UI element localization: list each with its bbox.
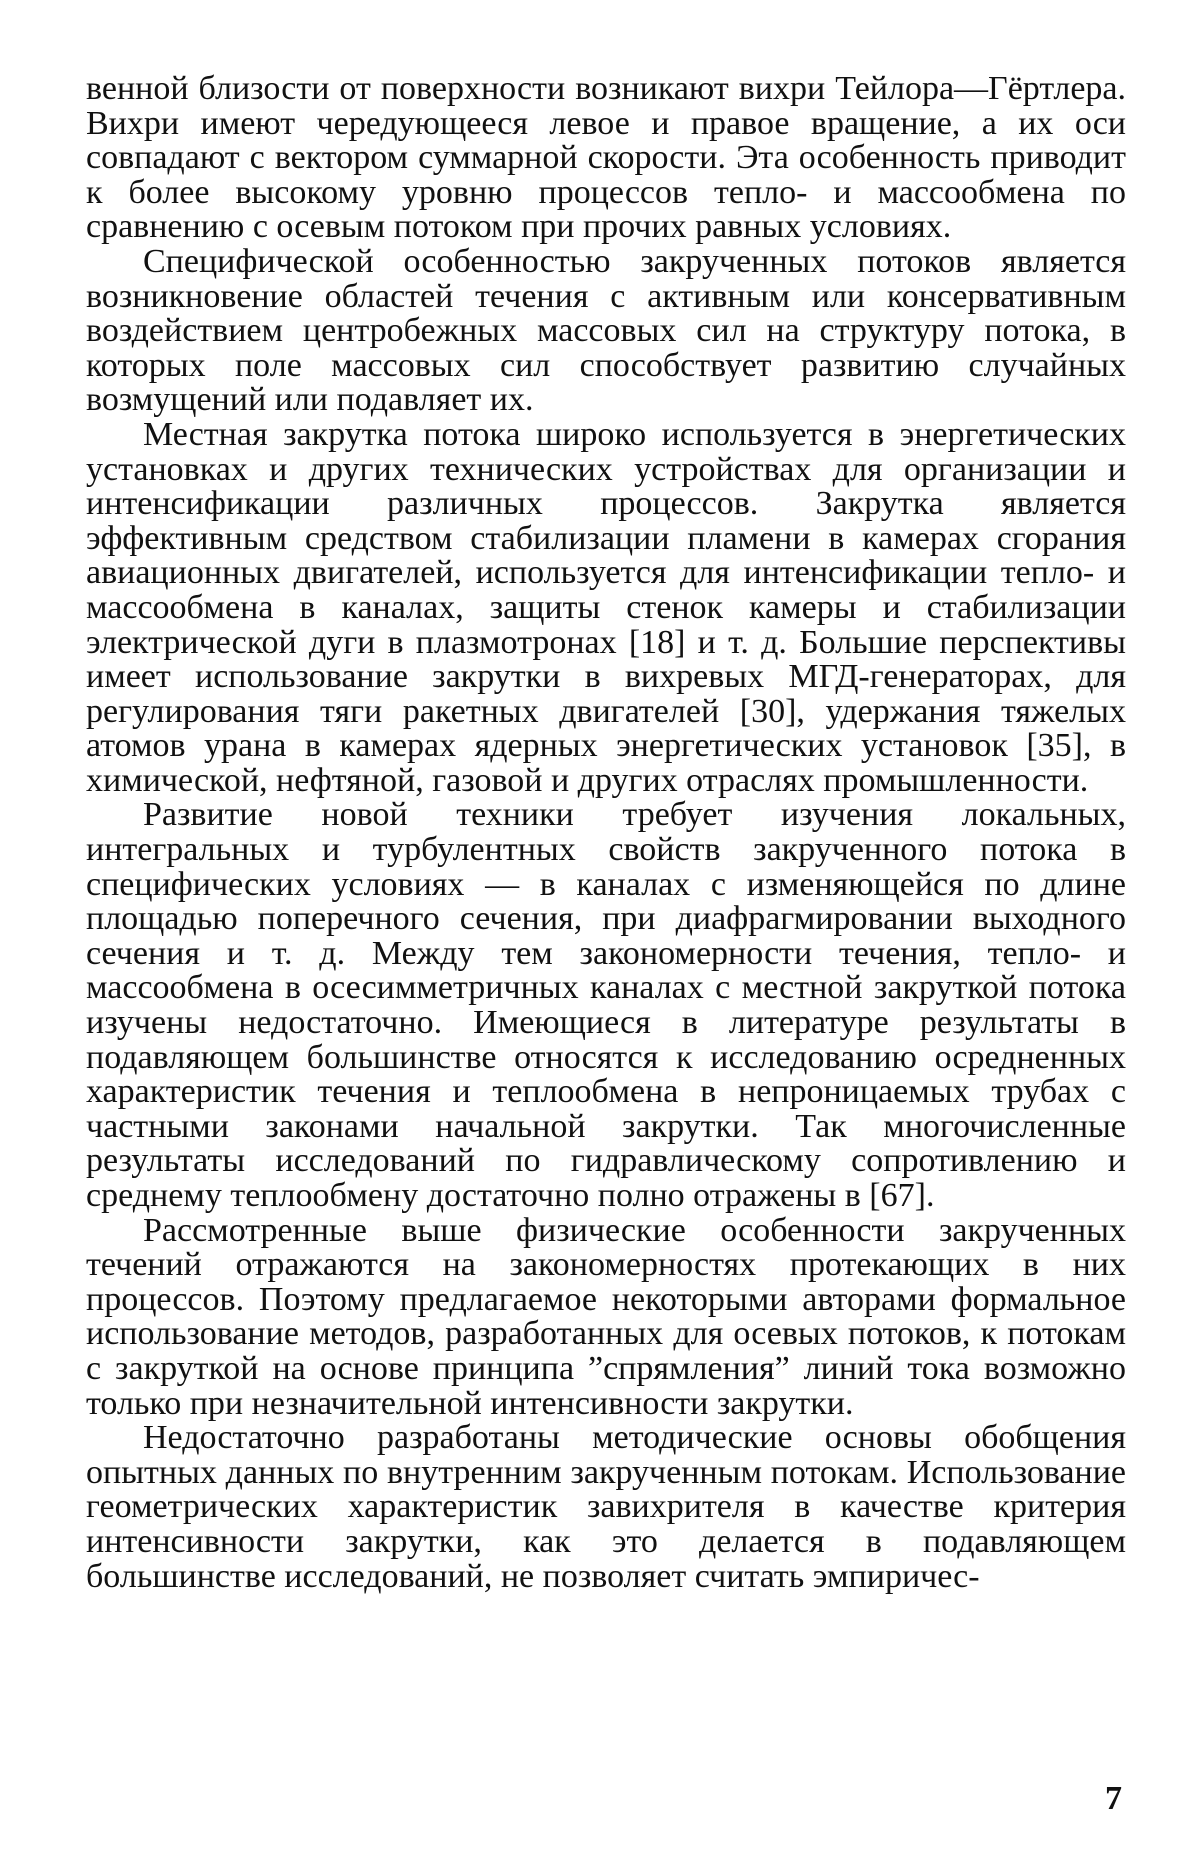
paragraph-3: Местная закрутка потока широко используется в энергетических установках и других технических устройствах для организации и интенсификации различных процессов. Закрутка является эффективным средством стабилизации пламени в камерах сгорания авиационных двигателей, используется для интенсификации тепло- и массообмена в каналах, защиты стенок камеры и стабилизации электрической дуги в плазмотронах [18] и т. д. Большие перспективы имеет использование закрутки в вихревых МГД-генераторах, для регулирования тяги ракетных двигателей [30], удержания тяжелых атомов урана в камерах ядерных энергетических установок [35], в химической, нефтяной, газовой и других отраслях промышленности. — [86, 415, 1126, 799]
paragraph-1: венной близости от поверхности возникают вихри Тейлора—Гёртлера. Вихри имеют чередующееся левое и правое вращение, а их оси совпадают с вектором суммарной скорости. Эта особенность приводит к более высокому уровню процессов тепло- и массообмена по сравнению с осевым потоком при прочих равных условиях. — [86, 70, 1126, 246]
paragraph-5: Рассмотренные выше физические особенности закрученных течений отражаются на закономерностях протекающих в них процессов. Поэтому предлагаемое некоторыми авторами формальное использование методов, разработанных для осевых потоков, к потокам с закруткой на основе принципа ”спрямления” линий тока возможно только при незначительной интенсивности закрутки. — [86, 1211, 1126, 1422]
paragraph-4: Развитие новой техники требует изучения локальных, интегральных и турбулентных свойств закрученного потока в специфических условиях — в каналах с изменяющейся по длине площадью поперечного сечения, при диафрагмировании выходного сечения и т. д. Между тем закономерности течения, тепло- и массообмена в осесимметричных каналах с местной закруткой потока изучены недостаточно. Имеющиеся в литературе результаты в подавляющем большинстве относятся к исследованию осредненных характеристик течения и теплообмена в непроницаемых трубах с частными законами начальной закрутки. Так многочисленные результаты исследований по гидравлическому сопротивлению и среднему теплообмену достаточно полно отражены в [67]. — [86, 796, 1126, 1214]
page-number: 7 — [1105, 1780, 1122, 1817]
page-body — [86, 72, 1126, 1594]
paragraph-6: Недостаточно разработаны методические основы обобщения опытных данных по внутренним закрученным потокам. Использование геометрических характеристик завихрителя в качестве критерия интенсивности закрутки, как это делается в подавляющем большинстве исследований, не позволяет считать эмпиричес- — [86, 1419, 1126, 1595]
paragraph-2: Специфической особенностью закрученных потоков является возникновение областей течения с активным или консервативным воздействием центробежных массовых сил на структуру потока, в которых поле массовых сил способствует развитию случайных возмущений или подавляет их. — [86, 242, 1126, 419]
